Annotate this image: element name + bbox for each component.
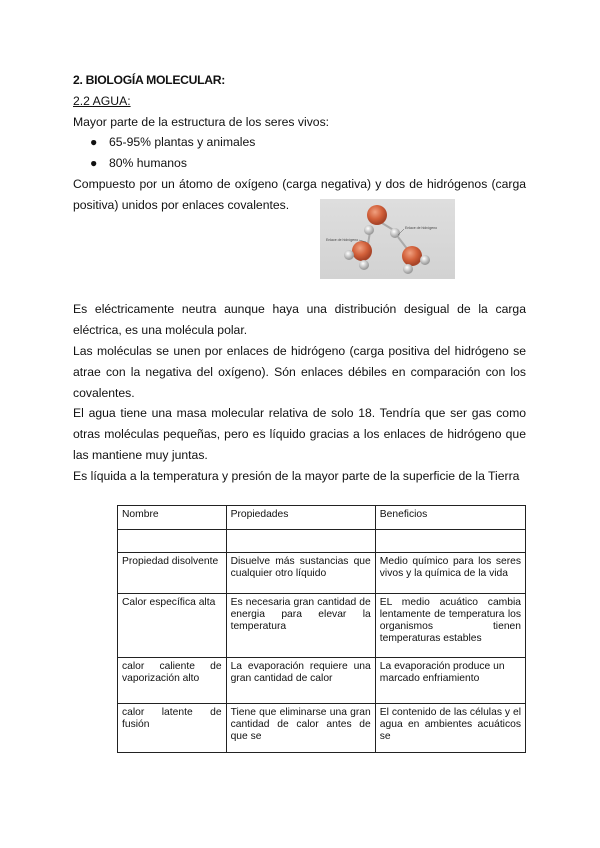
svg-text:Enlace de hidrógeno: Enlace de hidrógeno — [326, 238, 359, 242]
bullet-item: 65-95% plantas y animales — [109, 135, 256, 149]
bullet-icon: ● — [90, 156, 98, 170]
table-cell: El contenido de las células y el agua en ambientes acuáticos se — [375, 704, 525, 753]
table-cell: La evaporación requiere una gran cantidad de calor — [226, 658, 375, 704]
table-row — [118, 658, 526, 704]
subsection-heading: 2.2 AGUA: — [73, 94, 131, 108]
table-cell: Medio químico para los seres vivos y la química de la vida — [375, 553, 525, 594]
table-cell: EL medio acuático cambia lentamente de temperatura los organismos tienen temperaturas estables — [375, 594, 525, 658]
table-cell: Tiene que eliminarse una gran cantidad de calor antes de que se — [226, 704, 375, 753]
paragraph-line: covalentes. — [73, 386, 135, 400]
table-cell: La evaporación produce un marcado enfriamiento — [375, 658, 525, 704]
section-heading: 2. BIOLOGÍA MOLECULAR: — [73, 73, 226, 87]
table-cell: Propiedad disolvente — [118, 553, 227, 594]
paragraph-line: Es eléctricamente neutra aunque haya una distribución desigual de la carga — [73, 302, 526, 316]
table-header-cell: Beneficios — [375, 506, 525, 530]
table-cell: Calor específica alta — [118, 594, 227, 658]
table-cell: Disuelve más sustancias que cualquier otro líquido — [226, 553, 375, 594]
table-cell — [226, 530, 375, 553]
table-row — [118, 704, 526, 753]
paragraph-line: otras moléculas pequeñas, pero es líquido gracias a los enlaces de hidrógeno que — [73, 427, 526, 441]
bullet-icon: ● — [90, 135, 98, 149]
table-cell: calor caliente de vaporización alto — [118, 658, 227, 704]
bullet-item: 80% humanos — [109, 156, 187, 170]
table-row — [118, 530, 526, 553]
table-cell: calor latente de fusión — [118, 704, 227, 753]
composition-text-cont: positiva) unidos por enlaces covalentes. — [73, 198, 290, 212]
paragraph-line: Las moléculas se unen por enlaces de hidrógeno (carga positiva del hidrógeno se — [73, 344, 526, 358]
table-cell — [118, 530, 227, 553]
paragraph-line: atrae con la negativa del oxígeno). Són enlaces débiles en comparación con los — [73, 365, 526, 379]
table-row — [118, 553, 526, 594]
table-header-row — [118, 506, 526, 530]
table-cell: Es necesaria gran cantidad de energia para elevar la temperatura — [226, 594, 375, 658]
water-properties-table — [117, 505, 526, 753]
svg-text:Enlace de hidrógeno: Enlace de hidrógeno — [405, 226, 438, 230]
paragraph-line: El agua tiene una masa molecular relativa de solo 18. Tendría que ser gas como — [73, 406, 526, 420]
water-molecule-figure — [320, 199, 455, 279]
table-cell — [375, 530, 525, 553]
intro-text: Mayor parte de la estructura de los seres vivos: — [73, 115, 330, 129]
paragraph-line: eléctrica, es una molécula polar. — [73, 323, 248, 337]
table-header-cell: Nombre — [118, 506, 227, 530]
paragraph-line: Es líquida a la temperatura y presión de la mayor parte de la superficie de la Tierra — [73, 469, 520, 483]
table-row — [118, 594, 526, 658]
table-header-cell: Propiedades — [226, 506, 375, 530]
paragraph-line: las mantiene muy juntas. — [73, 448, 208, 462]
water-molecules-illustration — [320, 199, 455, 279]
composition-text: Compuesto por un átomo de oxígeno (carga negativa) y dos de hidrógenos (carga — [73, 177, 526, 191]
